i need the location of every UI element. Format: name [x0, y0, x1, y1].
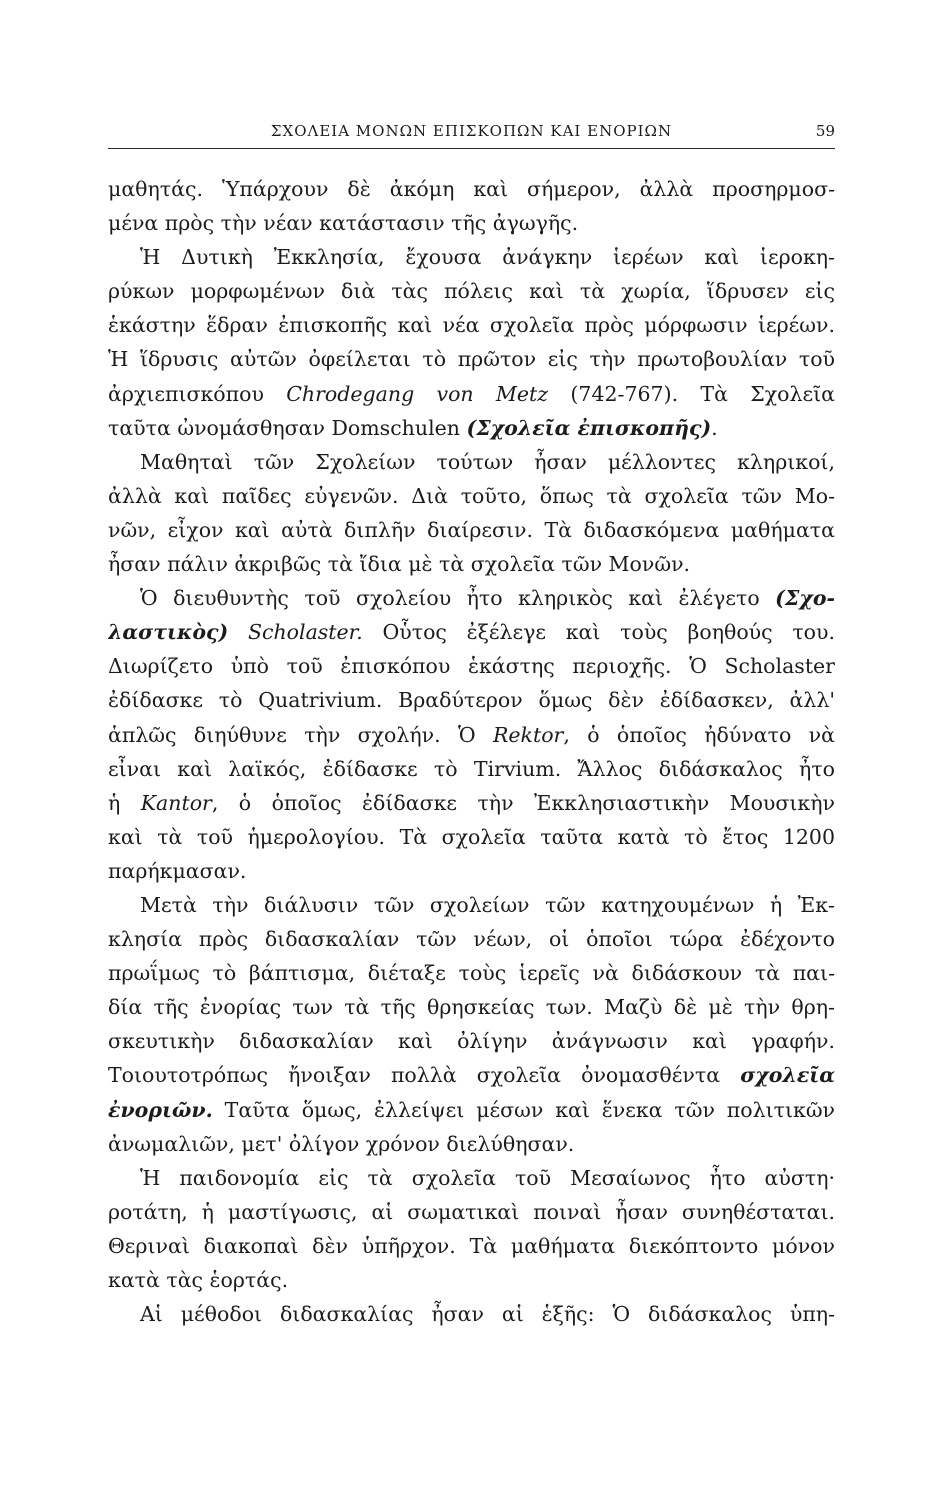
- text-line: μένα πρὸς τὴν νέαν κατάστασιν τῆς ἀγωγῆς.: [108, 211, 579, 236]
- text-line: Ἡ Δυτικὴ Ἐκκλησία, ἔχουσα ἀνάγκην ἱερέων καὶ ἱεροκη-: [140, 245, 835, 270]
- text-line: ἑκάστην ἕδραν ἐπισκοπῆς καὶ νέα σχολεῖα πρὸς μόρφωσιν ἱερέων.: [108, 313, 835, 338]
- text-line: ἐδίδασκε τὸ Quatrivium. Βραδύτερον ὅμως δὲν ἐδίδασκεν, ἀλλ': [108, 688, 835, 713]
- text-line: καὶ τὰ τοῦ ἡμερολογίου. Τὰ σχολεῖα ταῦτα κατὰ τὸ ἔτος 1200: [108, 824, 835, 849]
- page-header: [108, 118, 835, 149]
- text-line: ἁπλῶς διηύθυνε τὴν σχολήν. Ὁ Rektor, ὁ ὁποῖος ἠδύνατο νὰ: [108, 722, 835, 747]
- body-text: [108, 172, 835, 1331]
- text-line: ἀλλὰ καὶ παῖδες εὐγενῶν. Διὰ τοῦτο, ὅπως τὰ σχολεῖα τῶν Μο-: [108, 483, 835, 508]
- text-line: Θεριναὶ διακοπαὶ δὲν ὑπῆρχον. Τὰ μαθήματα διεκόπτοντο μόνον: [108, 1233, 835, 1258]
- running-title: ΣΧΟΛΕΙΑ ΜΟΝΩΝ ΕΠΙΣΚΟΠΩΝ ΚΑΙ ΕΝΟΡΙΩΝ: [270, 122, 673, 140]
- text-line: Διωρίζετο ὑπὸ τοῦ ἐπισκόπου ἑκάστης περιοχῆς. Ὁ Scholaster: [108, 654, 835, 679]
- text-line: ἀρχιεπισκόπου Chrodegang von Metz (742-767). Τὰ Σχολεῖα: [108, 381, 835, 406]
- page-number: 59: [815, 122, 835, 140]
- text-line: ρύκων μορφωμένων διὰ τὰς πόλεις καὶ τὰ χωρία, ἵδρυσεν εἰς: [108, 279, 835, 304]
- text-line: ἐνοριῶν. Ταῦτα ὅμως, ἐλλείψει μέσων καὶ ἕνεκα τῶν πολιτικῶν: [108, 1097, 835, 1122]
- text-line: δία τῆς ἐνορίας των τὰ τῆς θρησκείας των. Μαζὺ δὲ μὲ τὴν θρη-: [108, 995, 835, 1020]
- text-line: Αἱ μέθοδοι διδασκαλίας ἦσαν αἱ ἑξῆς: Ὁ διδάσκαλος ὑπη-: [140, 1302, 835, 1327]
- text-line: ἡ Kantor, ὁ ὁποῖος ἐδίδασκε τὴν Ἐκκλησιαστικὴν Μουσικὴν: [108, 790, 835, 815]
- text-line: εἶναι καὶ λαϊκός, ἐδίδασκε τὸ Tirvium. Ἄλλος διδάσκαλος ἦτο: [108, 756, 835, 781]
- text-line: παρήκμασαν.: [108, 858, 247, 883]
- text-line: Τοιουτοτρόπως ἤνοιξαν πολλὰ σχολεῖα ὀνομασθέντα σχολεῖα: [108, 1063, 835, 1088]
- text-line: Μετὰ τὴν διάλυσιν τῶν σχολείων τῶν κατηχουμένων ἡ Ἐκ-: [140, 892, 835, 917]
- text-line: Ἡ παιδονομία εἰς τὰ σχολεῖα τοῦ Μεσαίωνος ἦτο αὐστη·: [140, 1165, 835, 1190]
- text-line: νῶν, εἶχον καὶ αὐτὰ διπλῆν διαίρεσιν. Τὰ διδασκόμενα μαθήματα: [108, 517, 835, 542]
- text-line: ροτάτη, ἡ μαστίγωσις, αἱ σωματικαὶ ποιναὶ ἦσαν συνηθέσταται.: [108, 1199, 835, 1224]
- text-line: σκευτικὴν διδασκαλίαν καὶ ὀλίγην ἀνάγνωσιν καὶ γραφήν.: [108, 1029, 835, 1054]
- text-line: ἀνωμαλιῶν, μετ' ὀλίγον χρόνον διελύθησαν.: [108, 1131, 575, 1156]
- text-line: Ἡ ἵδρυσις αὐτῶν ὀφείλεται τὸ πρῶτον εἰς τὴν πρωτοβουλίαν τοῦ: [108, 347, 835, 372]
- text-line: μαθητάς. Ὑπάρχουν δὲ ἀκόμη καὶ σήμερον, ἀλλὰ προσηρμοσ-: [108, 177, 835, 201]
- text-line: Ὁ διευθυντὴς τοῦ σχολείου ἦτο κληρικὸς καὶ ἐλέγετο (Σχο-: [140, 586, 835, 611]
- text-line: κατὰ τὰς ἑορτάς.: [108, 1268, 289, 1292]
- text-line: ἦσαν πάλιν ἀκριβῶς τὰ ἴδια μὲ τὰ σχολεῖα τῶν Μονῶν.: [108, 552, 691, 577]
- text-line: ταῦτα ὠνομάσθησαν Domschulen (Σχολεῖα ἐπισκοπῆς).: [108, 415, 718, 440]
- text-line: Μαθηταὶ τῶν Σχολείων τούτων ἦσαν μέλλοντες κληρικοί,: [140, 449, 835, 474]
- text-line: κλησία πρὸς διδασκαλίαν τῶν νέων, οἱ ὁποῖοι τώρα ἐδέχοντο: [108, 927, 835, 952]
- text-line: πρωΐμως τὸ βάπτισμα, διέταξε τοὺς ἱερεῖς νὰ διδάσκουν τὰ παι-: [108, 961, 835, 986]
- text-line: λαστικὸς) Scholaster. Οὗτος ἐξέλεγε καὶ τοὺς βοηθούς του.: [108, 620, 835, 645]
